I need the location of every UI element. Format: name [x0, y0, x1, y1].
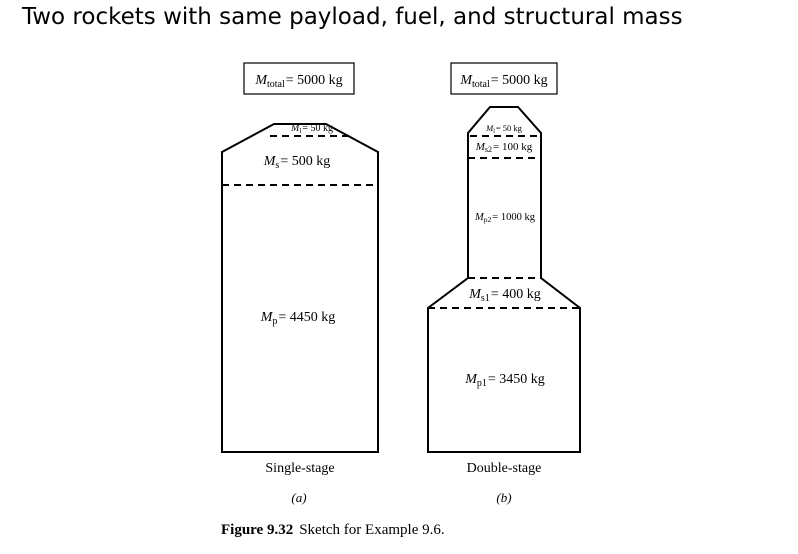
rocket-b-structure2-mass-label: Ms2= 100 kg	[475, 141, 533, 154]
figure-caption-number: Figure 9.32	[221, 522, 294, 538]
rocket-b-propellant1-mass-label: $M_{p1}= 3450$ kg	[465, 372, 545, 389]
figure-caption-text: Sketch for Example 9.6.	[299, 522, 445, 538]
rocket-b	[428, 63, 580, 505]
figure-caption	[221, 522, 445, 538]
rocket-a-total-mass-label: $M_{total}= 5000$ kg	[255, 73, 343, 90]
rocket-a	[222, 63, 378, 505]
rocket-a-propellant-mass-label: $M_p= 4450$ kg	[260, 310, 336, 327]
rocket-b-structure1-mass-label: $M_{s1}= 400$ kg	[469, 287, 541, 304]
rocket-a-caption: Single-stage	[265, 461, 335, 476]
slide-title: Two rockets with same payload, fuel, and structural mass	[22, 4, 683, 30]
rocket-b-total-mass-label: $M_{total}= 5000$ kg	[460, 73, 548, 90]
rocket-a-outline	[222, 124, 378, 452]
rocket-a-panel-label: (a)	[291, 490, 307, 505]
rocket-b-propellant2-mass-label: Mp2= 1000 kg	[475, 212, 535, 224]
rocket-b-caption: Double-stage	[466, 461, 542, 476]
rocket-b-payload-mass-label: $M_l= 50$ kg	[486, 123, 522, 135]
rocket-b-panel-label: (b)	[496, 490, 512, 505]
rocket-a-payload-mass-label: $M_l= 50$ kg	[291, 123, 333, 135]
rocket-a-structure-mass-label: $M_s= 500$ kg	[263, 154, 331, 171]
